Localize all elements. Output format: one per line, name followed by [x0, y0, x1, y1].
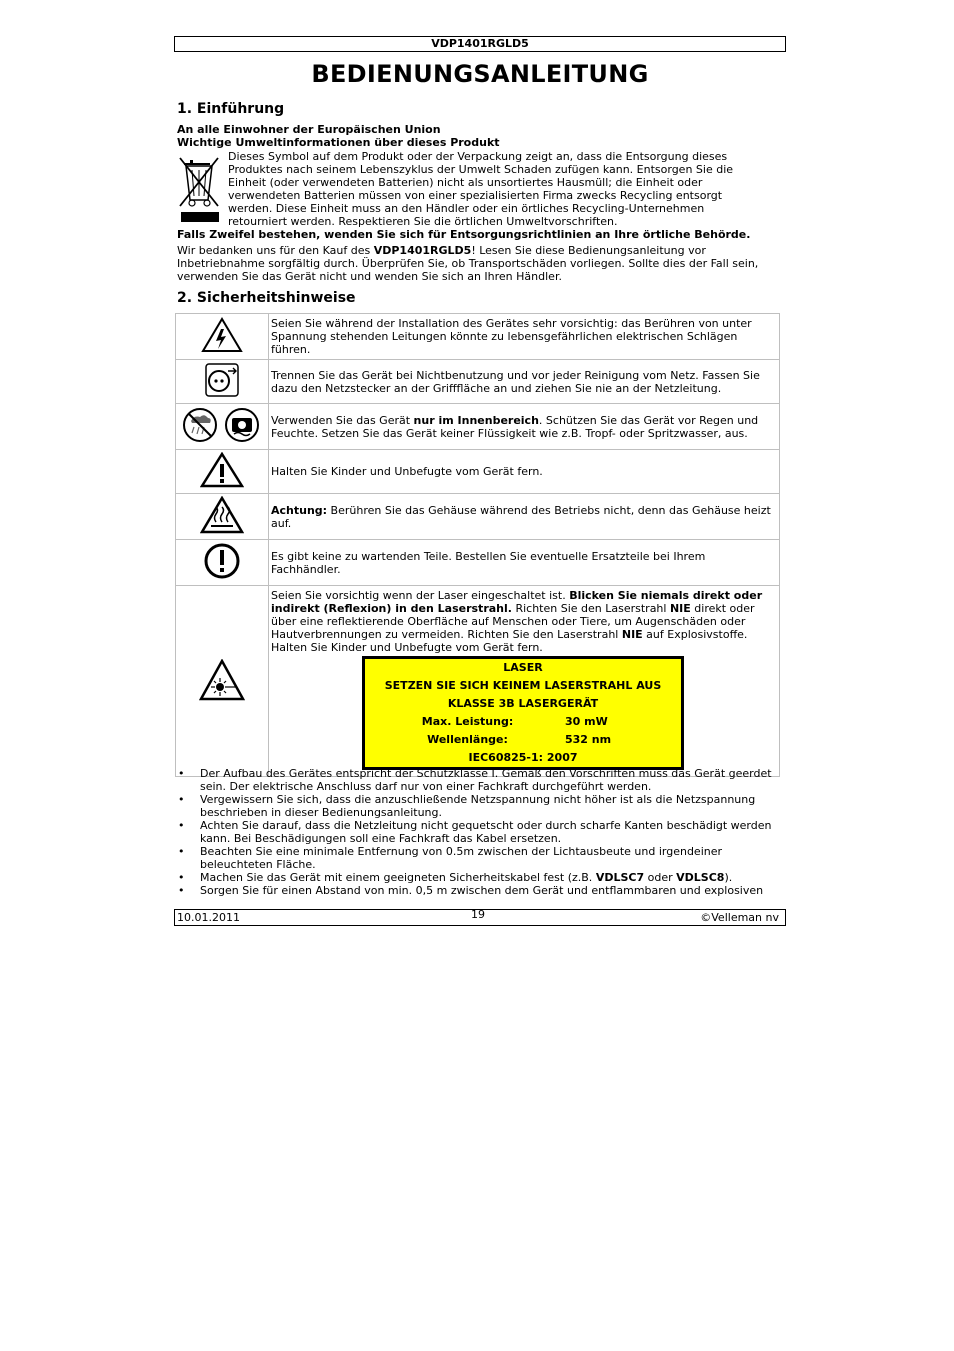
safety-row — [176, 404, 780, 450]
list-item: • Vergewissern Sie sich, dass die anzuschließende Netzspannung nicht höher ist als die Netzspannung beschrieben in dieser Bedienungsanleitung. — [176, 793, 776, 819]
page-number: 19 — [471, 908, 485, 921]
safety-text-6: Es gibt keine zu wartenden Teile. Bestellen Sie eventuelle Ersatzteile bei Ihrem Fachhändler. — [269, 540, 780, 586]
safety-row — [176, 450, 780, 494]
list-item: • Beachten Sie eine minimale Entfernung von 0.5m zwischen der Lichtausbeute und irgendeiner beleuchteten Fläche. — [176, 845, 776, 871]
no-water-icon — [226, 409, 258, 441]
laser-warning-text: Seien Sie vorsichtig wenn der Laser eingeschaltet ist. Blicken Sie niemals direkt oder indirekt (Reflexion) in den Laserstrahl. Richten Sie den Laserstrahl NIE direkt oder über eine reflektierende Oberfläche auf Menschen oder Tiere, um Augenschäden oder Hautverbrennungen zu vermeiden. Richten Sie den Laserstrahl NIE auf Explosivstoffe. Halten Sie Kinder und Unbefugte vom Gerät fern. — [271, 589, 763, 654]
laser-label-wavelength: Wellenlänge: 532 nm — [427, 733, 612, 746]
header-model-box — [174, 36, 786, 52]
laser-label-warning: SETZEN SIE SICH KEINEM LASERSTRAHL AUS — [384, 679, 662, 692]
env-text: Dieses Symbol auf dem Produkt oder der Verpackung zeigt an, dass die Entsorgung dieses Produktes nach seinem Lebenszyklus der Umwelt Schaden zufügen kann. Entsorgen Sie die Einheit (oder verwendeten Batterien) nicht als unsortiertes Hausmüll; die Einheit oder verwendeten Batterien müssen von einer spezialisierten Firma zwecks Recycling entsorgt werden. Diese Einheit muss an den Händler oder ein örtliches Recycling-Unternehmen retourniert werden. Respektieren Sie die örtlichen Umweltvorschriften. — [228, 150, 734, 228]
safety-table — [175, 313, 780, 777]
page-footer — [174, 909, 786, 926]
thanks-paragraph: Wir bedanken uns für den Kauf des VDP1401RGLD5! Lesen Sie diese Bedienungsanleitung vor Inbetriebnahme sorgfältig durch. Überprüfen Sie, ob Transportschäden vorliegen. Sollte dies der Fall sein, verwenden Sie das Gerät nicht und wenden Sie sich an Ihren Händler. — [177, 244, 759, 283]
laser-label-power: Max. Leistung: 30 mW — [421, 715, 608, 728]
page-title: BEDIENUNGSANLEITUNG — [311, 60, 649, 88]
eu-heading: An alle Einwohner der Europäischen Union — [177, 123, 441, 136]
indoor-only-icons — [176, 404, 269, 450]
safety-text-2: Trennen Sie das Gerät bei Nichtbenutzung und vor jeder Reinigung vom Netz. Fassen Sie dazu den Netzstecker an der Grifffläche an und ziehen Sie nie an der Netzleitung. — [269, 360, 780, 404]
safety-text-1: Seien Sie während der Installation des Gerätes sehr vorsichtig: das Berühren von unter Spannung stehenden Leitungen könnte zu lebensgefährlichen elektrischen Schlägen führen. — [269, 314, 780, 360]
safety-row — [176, 494, 780, 540]
safety-text-7 — [269, 586, 780, 777]
footer-date: 10.01.2011 — [177, 911, 240, 924]
shock-hazard-icon — [176, 314, 269, 360]
env-bold-note: Falls Zweifel bestehen, wenden Sie sich für Entsorgungsrichtlinien an Ihre örtliche Behörde. — [177, 228, 751, 241]
safety-row — [176, 314, 780, 360]
env-heading: Wichtige Umweltinformationen über dieses Produkt — [177, 136, 500, 149]
list-item: • Achten Sie darauf, dass die Netzleitung nicht gequetscht oder durch scharfe Kanten beschädigt werden kann. Bei Beschädigungen soll eine Fachkraft das Kabel ersetzen. — [176, 819, 776, 845]
list-item: • Machen Sie das Gerät mit einem geeigneten Sicherheitskabel fest (z.B. VDLSC7 oder VDLSC8). — [176, 871, 776, 884]
safety-bullet-list — [176, 767, 776, 897]
laser-label-class: KLASSE 3B LASERGERÄT — [447, 697, 599, 710]
hot-surface-icon — [176, 494, 269, 540]
section1-heading: 1. Einführung — [177, 101, 285, 117]
laser-label-title: LASER — [503, 661, 543, 674]
exclamation-icon — [176, 540, 269, 586]
header-model: VDP1401RGLD5 — [431, 37, 529, 50]
laser-class-label — [362, 656, 684, 770]
list-item: • Sorgen Sie für einen Abstand von min. 0,5 m zwischen dem Gerät und entflammbaren und explosiven — [176, 884, 776, 897]
safety-text-3: Verwenden Sie das Gerät nur im Innenbereich. Schützen Sie das Gerät vor Regen und Feuchte. Setzen Sie das Gerät keiner Flüssigkeit wie z.B. Tropf- oder Spritzwasser, aus. — [269, 404, 780, 450]
footer-company: ©Velleman nv — [700, 911, 779, 924]
safety-text-4: Halten Sie Kinder und Unbefugte vom Gerät fern. — [269, 450, 780, 494]
laser-warning-icon — [176, 586, 269, 777]
safety-row — [176, 586, 780, 777]
unplug-icon — [176, 360, 269, 404]
safety-row — [176, 540, 780, 586]
safety-text-5: Achtung: Berühren Sie das Gehäuse während des Betriebs nicht, denn das Gehäuse heizt auf. — [269, 494, 780, 540]
safety-row — [176, 360, 780, 404]
weee-bin-icon — [178, 152, 222, 224]
section2-heading: 2. Sicherheitshinweise — [177, 290, 356, 306]
laser-label-standard: IEC60825-1: 2007 — [468, 751, 578, 764]
caution-icon — [176, 450, 269, 494]
list-item: • Der Aufbau des Gerätes entspricht der Schutzklasse I. Gemäß den Vorschriften muss das Gerät geerdet sein. Der elektrische Anschluss darf nur von einer Fachkraft durchgeführt werden. — [176, 767, 776, 793]
no-rain-icon — [184, 409, 216, 441]
